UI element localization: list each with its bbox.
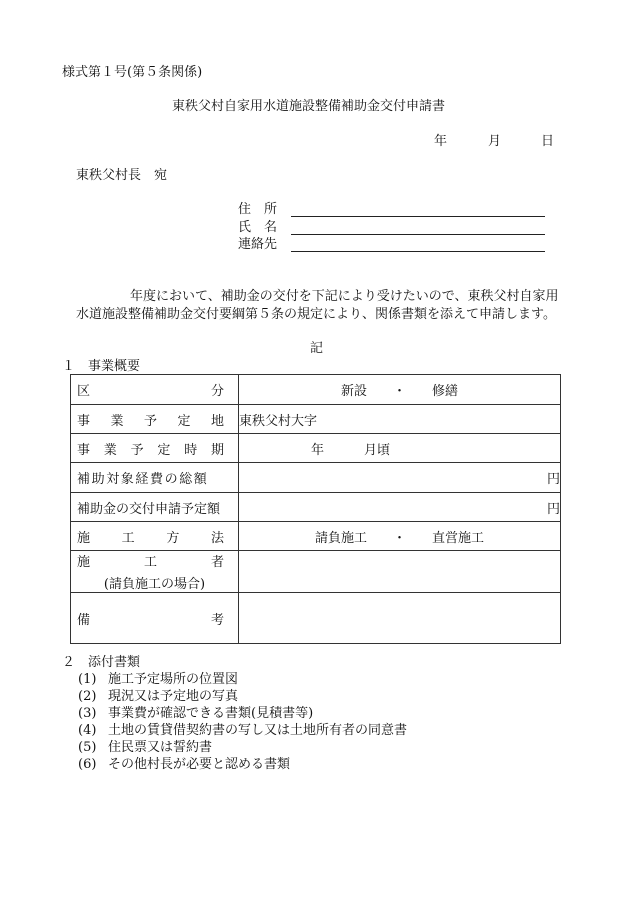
period-label-char: 予 <box>130 442 144 458</box>
period-label-char: 期 <box>210 442 224 458</box>
period-label-char: 業 <box>103 442 117 458</box>
table-row-total-cost <box>71 463 561 493</box>
method-separator: ・ <box>392 530 406 546</box>
period-label-char: 定 <box>157 442 171 458</box>
location-label-char: 業 <box>110 413 124 429</box>
location-label-char: 予 <box>143 413 157 429</box>
method-option-direct[interactable]: 直営施工 <box>432 530 485 546</box>
list-item-number: (5) <box>78 740 97 755</box>
location-label-cell <box>71 405 239 434</box>
list-item-text: 住民票又は誓約書 <box>108 740 213 755</box>
kubun-option-new[interactable]: 新設 <box>340 384 367 399</box>
remarks-value-cell[interactable] <box>239 593 561 644</box>
address-label: 住 所 <box>238 202 278 217</box>
period-value-cell[interactable] <box>239 434 561 463</box>
section2-heading: ２ 添付書類 <box>62 655 141 670</box>
date-day-label: 日 <box>541 134 555 149</box>
kubun-separator: ・ <box>392 384 406 399</box>
location-label-char: 事 <box>77 413 91 429</box>
request-amount-label-cell <box>71 493 239 522</box>
table-row-location <box>71 405 561 434</box>
location-value-cell[interactable] <box>239 405 561 434</box>
period-year-label: 年 <box>311 442 325 458</box>
table-row-contractor <box>71 551 561 593</box>
form-number: 様式第１号(第５条関係) <box>62 65 203 80</box>
body-line-1: 年度において、補助金の交付を下記により受けたいので、東秩父村自家用 <box>130 289 559 304</box>
ki-marker: 記 <box>310 341 324 356</box>
list-item <box>78 690 238 703</box>
document-title: 東秩父村自家用水道施設整備補助金交付申請書 <box>172 99 446 114</box>
method-label-char: 方 <box>166 530 180 546</box>
table-row-kubun <box>71 375 561 405</box>
body-line-2: 水道施設整備補助金交付要綱第５条の規定により、関係書類を添えて申請します。 <box>76 307 556 322</box>
table-row-remarks <box>71 593 561 644</box>
list-item <box>78 724 407 737</box>
kubun-label-cell <box>71 375 239 405</box>
table-row-period <box>71 434 561 463</box>
addressee: 東秩父村長 宛 <box>76 168 168 183</box>
method-label-char: 法 <box>210 530 224 546</box>
list-item-number: (6) <box>78 757 97 772</box>
kubun-label-char: 区 <box>77 384 91 399</box>
total-cost-label: 補助対象経費の総額 <box>77 472 209 487</box>
request-amount-value-cell[interactable] <box>239 493 561 522</box>
section1-heading: １ 事業概要 <box>62 359 141 374</box>
project-summary-table <box>70 374 561 644</box>
list-item-text: 事業費が確認できる書類(見積書等) <box>108 706 314 721</box>
period-month-label: 月頃 <box>364 442 391 458</box>
contractor-label-char: 施 <box>77 555 91 570</box>
total-cost-value-cell[interactable] <box>239 463 561 493</box>
request-amount-label: 補助金の交付申請予定額 <box>77 501 221 517</box>
list-item-text: その他村長が必要と認める書類 <box>108 757 291 772</box>
name-line[interactable] <box>291 234 545 235</box>
period-label-cell <box>71 434 239 463</box>
method-label-char: 施 <box>77 530 91 546</box>
kubun-option-repair[interactable]: 修繕 <box>432 384 459 399</box>
kubun-value-cell[interactable] <box>239 375 561 405</box>
contractor-label-cell <box>71 551 239 593</box>
method-value-cell[interactable] <box>239 522 561 551</box>
name-label: 氏 名 <box>238 220 278 235</box>
contact-line[interactable] <box>291 251 545 252</box>
period-label-char: 事 <box>77 442 91 458</box>
period-label-char: 時 <box>184 442 198 458</box>
remarks-label-char: 備 <box>77 612 91 628</box>
list-item-number: (4) <box>78 723 97 738</box>
address-line[interactable] <box>291 216 545 217</box>
list-item <box>78 673 238 686</box>
kubun-label-char: 分 <box>210 384 224 399</box>
total-cost-label-cell <box>71 463 239 493</box>
contact-label: 連絡先 <box>238 237 278 252</box>
table-row-request-amount <box>71 493 561 522</box>
contractor-label-char: 者 <box>210 555 224 570</box>
remarks-label-char: 考 <box>210 612 224 628</box>
request-amount-unit: 円 <box>546 501 560 517</box>
date-month-label: 月 <box>488 134 502 149</box>
list-item-text: 施工予定場所の位置図 <box>108 672 239 687</box>
method-option-contract[interactable]: 請負施工 <box>314 530 367 546</box>
list-item-number: (3) <box>78 706 97 721</box>
list-item-number: (2) <box>78 689 97 704</box>
list-item <box>78 741 212 754</box>
list-item-text: 現況又は予定地の写真 <box>108 689 239 704</box>
location-value: 東秩父村大字 <box>239 413 318 429</box>
remarks-label-cell <box>71 593 239 644</box>
list-item <box>78 707 313 720</box>
location-label-char: 定 <box>177 413 191 429</box>
list-item-number: (1) <box>78 672 97 687</box>
date-year-label: 年 <box>434 134 448 149</box>
contractor-label-char: 工 <box>143 555 157 570</box>
contractor-value-cell[interactable] <box>239 551 561 593</box>
list-item-text: 土地の賃貸借契約書の写し又は土地所有者の同意書 <box>108 723 408 738</box>
list-item <box>78 758 290 771</box>
total-cost-unit: 円 <box>546 472 560 487</box>
location-label-char: 地 <box>210 413 224 429</box>
contractor-sub-label: (請負施工の場合) <box>103 577 206 592</box>
method-label-char: 工 <box>121 530 135 546</box>
table-row-method <box>71 522 561 551</box>
method-label-cell <box>71 522 239 551</box>
